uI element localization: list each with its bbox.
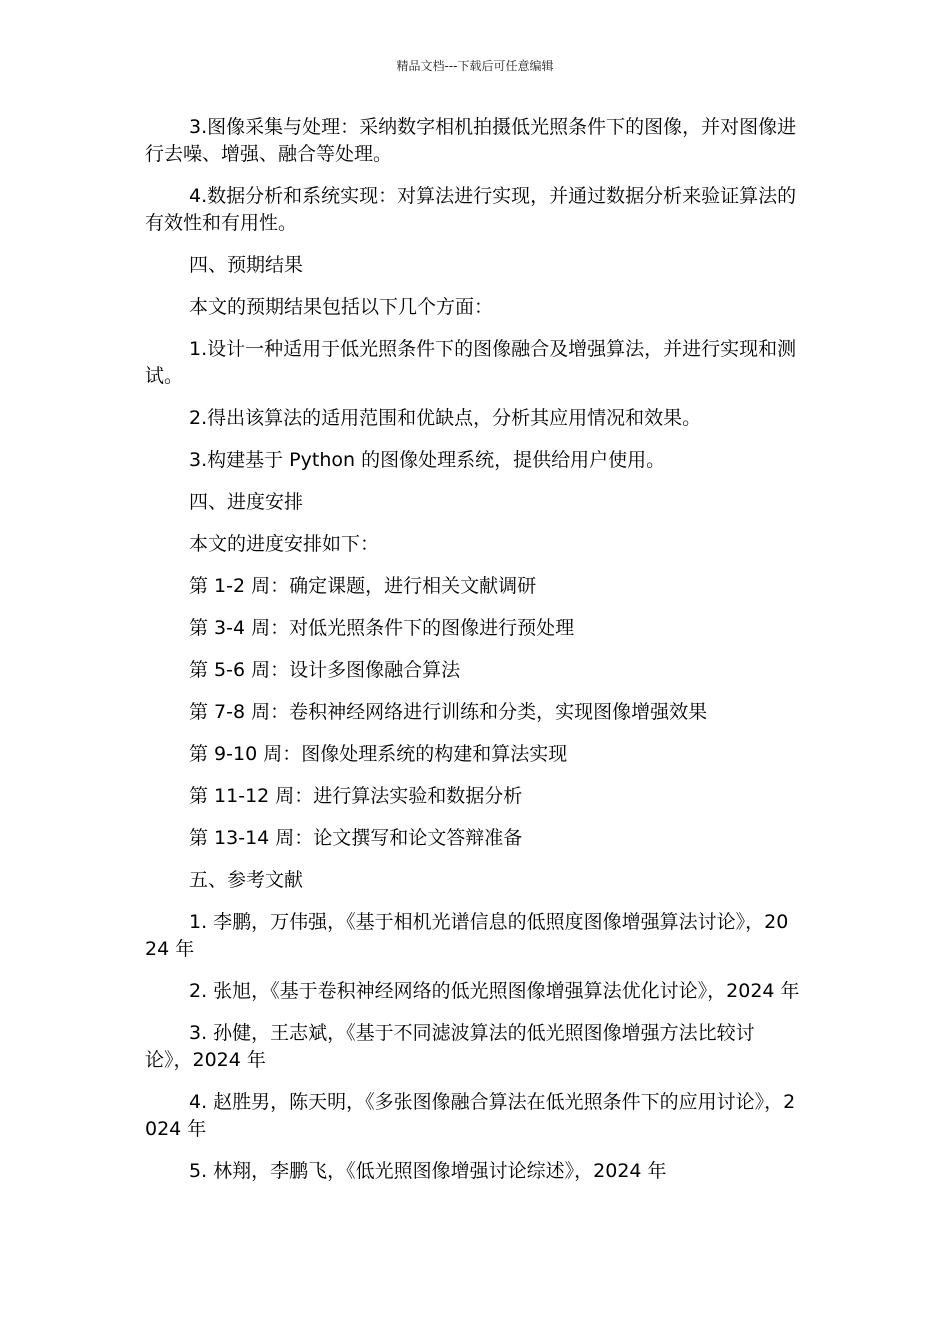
paragraph-data-analysis: 4.数据分析和系统实现：对算法进行实现，并通过数据分析来验证算法的有效性和有用性。 <box>145 185 797 234</box>
section-heading-expected-results: 四、预期结果 <box>189 254 304 276</box>
paragraph-expected-results-intro: 本文的预期结果包括以下几个方面： <box>189 296 494 318</box>
page-header: 精品文档---下载后可任意编辑 <box>396 59 554 73</box>
schedule-item-week-13-14: 第 13-14 周：论文撰写和论文答辩准备 <box>189 827 523 849</box>
reference-item-3: 3. 孙健，王志斌，《基于不同滤波算法的低光照图像增强方法比较讨论》，2024 年 <box>145 1022 755 1071</box>
schedule-item-week-7-8: 第 7-8 周：卷积神经网络进行训练和分类，实现图像增强效果 <box>189 701 708 723</box>
list-item-result-3: 3.构建基于 Python 的图像处理系统，提供给用户使用。 <box>189 449 666 471</box>
reference-item-5: 5. 林翔，李鹏飞，《低光照图像增强讨论综述》，2024 年 <box>189 1160 667 1182</box>
reference-item-4: 4. 赵胜男，陈天明，《多张图像融合算法在低光照条件下的应用讨论》，2024 年 <box>145 1091 796 1140</box>
schedule-item-week-11-12: 第 11-12 周：进行算法实验和数据分析 <box>189 785 523 807</box>
reference-item-2: 2. 张旭，《基于卷积神经网络的低光照图像增强算法优化讨论》，2024 年 <box>189 980 800 1002</box>
list-item-result-2: 2.得出该算法的适用范围和优缺点，分析其应用情况和效果。 <box>189 407 702 429</box>
paragraph-image-acquisition: 3.图像采集与处理：采纳数字相机拍摄低光照条件下的图像，并对图像进行去噪、增强、融合等处理。 <box>145 116 797 165</box>
paragraph-schedule-intro: 本文的进度安排如下： <box>189 533 380 555</box>
schedule-item-week-3-4: 第 3-4 周：对低光照条件下的图像进行预处理 <box>189 617 575 639</box>
reference-item-1: 1. 李鹏，万伟强，《基于相机光谱信息的低照度图像增强算法讨论》，2024 年 <box>145 911 789 960</box>
schedule-item-week-9-10: 第 9-10 周：图像处理系统的构建和算法实现 <box>189 743 568 765</box>
section-heading-references: 五、参考文献 <box>189 869 304 891</box>
list-item-result-1: 1.设计一种适用于低光照条件下的图像融合及增强算法，并进行实现和测试。 <box>145 338 797 387</box>
schedule-item-week-5-6: 第 5-6 周：设计多图像融合算法 <box>189 659 461 681</box>
document-body <box>145 114 800 1200</box>
section-heading-schedule: 四、进度安排 <box>189 491 304 513</box>
schedule-item-week-1-2: 第 1-2 周：确定课题，进行相关文献调研 <box>189 575 537 597</box>
